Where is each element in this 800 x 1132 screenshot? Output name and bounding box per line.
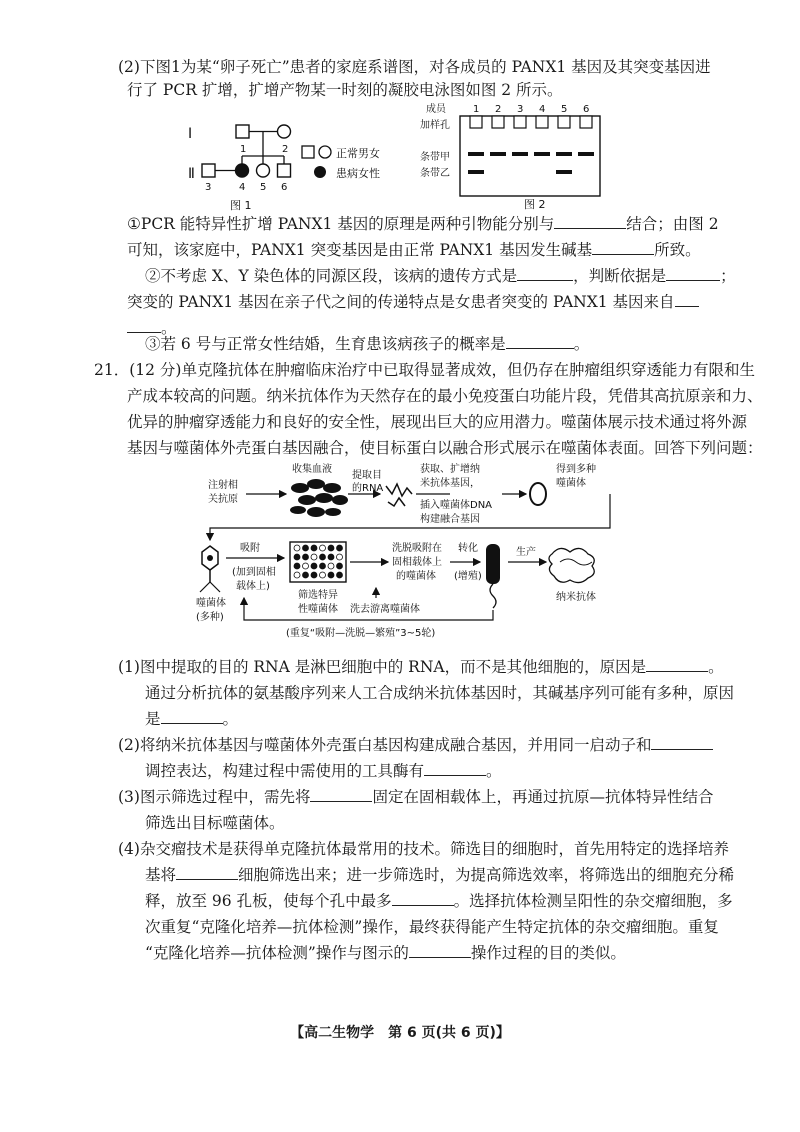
- answer-blank-enzymes[interactable]: [424, 761, 486, 776]
- lane-5-band-a: [556, 152, 572, 156]
- well-3: [514, 116, 526, 128]
- repeat-rounds-label: (重复“吸附—洗脱—繁殖”3~5轮): [286, 628, 436, 639]
- answer-blank-primer-binding[interactable]: [554, 214, 626, 229]
- phage-library-icon: [530, 483, 546, 505]
- q21-intro-line2: 产成本较高的问题。纳米抗体作为天然存在的最小免疫蛋白功能片段，凭借其高抗原亲和力、: [127, 387, 763, 405]
- legend-normal-male-symbol: [302, 146, 314, 158]
- plate-well: [337, 563, 343, 569]
- member-5-female-normal: [257, 164, 270, 177]
- member-2-number: 2: [282, 144, 289, 155]
- plate-well: [294, 572, 300, 578]
- q21-p3-line2: 筛选出目标噬菌体。: [145, 814, 285, 832]
- page-footer: 【高二生物学 第 6 页(共 6 页)】: [290, 1025, 510, 1041]
- answer-blank-base-change[interactable]: [592, 240, 654, 255]
- q20-s1-line1: ①PCR 能特异性扩增 PANX1 基因的原理是两种引物能分别与 结合；由图 2: [127, 215, 719, 233]
- q21-p2-line1: (2)将纳米抗体基因与噬菌体外壳蛋白基因构建成融合基因，并用同一启动子和: [118, 735, 713, 755]
- inject-label-2: 关抗原: [208, 494, 238, 505]
- insert-dna-label-1: 插入噬菌体DNA: [420, 500, 493, 511]
- q21-p4-line2: 基将 细胞筛选出来；进一步筛选时，为提高筛选效率，将筛选出的细胞充分稀: [145, 866, 735, 884]
- answer-blank-inheritance-mode[interactable]: [517, 266, 573, 281]
- plate-well: [320, 554, 326, 560]
- produce-label: 生产: [516, 547, 536, 558]
- plate-well: [311, 545, 317, 551]
- q20-s2-line3: 。: [127, 318, 177, 338]
- q20-s2-line1: ②不考虑 X、Y 染色体的同源区段，该病的遗传方式是 ，判断依据是 ；: [145, 267, 736, 285]
- answer-blank-lymphocyte-reason[interactable]: [646, 657, 708, 672]
- answer-blank-probability[interactable]: [506, 334, 574, 349]
- screen-label-1: 筛选特异: [298, 590, 338, 601]
- insert-dna-label-2: 构建融合基因: [420, 514, 480, 525]
- lane-number-6: 6: [583, 104, 590, 115]
- lane-1-band-b: [468, 170, 484, 174]
- plate-well: [320, 563, 326, 569]
- q21-p4-line1: (4)杂交瘤技术是获得单克隆抗体最常用的技术。筛选目的细胞时，首先用特定的选择培养: [118, 840, 729, 858]
- answer-blank-similar-step[interactable]: [409, 943, 471, 958]
- q21-p1-line2: 通过分析抗体的氨基酸序列来人工合成纳米抗体基因时，其碱基序列可能有多种，原因: [145, 684, 735, 702]
- phage-icon: [200, 546, 220, 592]
- q21-intro-line1: 21．(12 分)单克隆抗体在肿瘤临床治疗中已取得显著成效，但仍存在肿瘤组织穿透能力有限和生: [94, 361, 755, 379]
- well-6: [580, 116, 592, 128]
- adsorb-label: 吸附: [240, 543, 260, 554]
- plate-well: [337, 545, 343, 551]
- member-4-female-patient: [236, 164, 249, 177]
- collect-blood-label: 收集血液: [292, 464, 332, 475]
- q20-intro-line1: (2)下图1为某“卵子死亡”患者的家庭系谱图，对各成员的 PANX1 基因及其突变基因进: [118, 58, 711, 76]
- nanobody-icon: [549, 548, 594, 582]
- plate-well: [303, 545, 309, 551]
- q21-p1-line1: (1)图中提取的目的 RNA 是淋巴细胞中的 RNA，而不是其他细胞的，原因是 。: [118, 658, 724, 676]
- q20-s2-line2: 突变的 PANX1 基因在亲子代之间的传递特点是女患者突变的 PANX1 基因来自: [127, 292, 699, 312]
- phage-label-2: (多种): [196, 612, 224, 623]
- pedigree-figure: [180, 100, 420, 212]
- answer-blank-fixed-item[interactable]: [310, 787, 372, 802]
- well-4: [536, 116, 548, 128]
- lane-number-4: 4: [539, 104, 546, 115]
- lane-1-band-a: [468, 152, 484, 156]
- lane-number-1: 1: [473, 104, 480, 115]
- member-6-male-normal: [278, 164, 291, 177]
- q21-p2-line2: 调控表达，构建过程中需使用的工具酶有 。: [145, 762, 502, 780]
- member-4-number: 4: [239, 182, 246, 193]
- nanobody-label: 纳米抗体: [556, 592, 596, 603]
- member-1-male-normal: [236, 125, 249, 138]
- member-3-number: 3: [205, 182, 212, 193]
- screen-label-2: 性噬菌体: [298, 604, 338, 615]
- plate-well: [303, 572, 309, 578]
- plate-well: [328, 554, 334, 560]
- band-a-label: 条带甲: [420, 152, 450, 163]
- elute-label-1: 洗脱吸附在: [392, 543, 442, 554]
- answer-blank-basis[interactable]: [666, 266, 720, 281]
- q21-intro-line4: 基因与噬菌体外壳蛋白基因融合，使目标蛋白以融合形式展示在噬菌体表面。回答下列问题：: [127, 439, 763, 457]
- plate-well: [294, 554, 300, 560]
- q21-p4-line4: 次重复“克隆化培养—抗体检测”操作，最终获得能产生特定抗体的杂交瘤细胞。重复: [145, 918, 719, 936]
- obtain-gene-label-1: 获取、扩增纳: [420, 464, 480, 475]
- lane-5-band-b: [556, 170, 572, 174]
- plate-well: [294, 545, 300, 551]
- q21-p4-line3: 释，放至 96 孔板，使每个孔中最多 。选择抗体检测呈阳性的杂交瘤细胞，多: [145, 892, 733, 910]
- answer-blank-origin-part1[interactable]: [675, 292, 699, 307]
- answer-blank-cells-per-well[interactable]: [392, 891, 454, 906]
- wash-away-label: 洗去游离噬菌体: [350, 604, 420, 615]
- obtain-gene-label-2: 米抗体基因，: [420, 478, 480, 489]
- q21-intro-line3: 优异的肿瘤穿透能力和良好的安全性，展现出巨大的应用潜力。噬菌体展示技术通过将外源: [127, 413, 748, 431]
- plate-well: [337, 554, 343, 560]
- adsorb-sub-label-2: 载体上): [236, 581, 270, 592]
- legend-normal-label: 正常男女: [336, 147, 380, 160]
- phage-label-1: 噬菌体: [196, 598, 226, 609]
- lane-6-band-a: [578, 152, 594, 156]
- inject-label-1: 注射相: [208, 480, 238, 491]
- q21-p3-line1: (3)图示筛选过程中，需先将 固定在固相载体上，再通过抗原—抗体特异性结合: [118, 788, 714, 806]
- well-row-label: 加样孔: [420, 120, 450, 131]
- extract-rna-label-2: 的RNA: [352, 483, 384, 494]
- legend-patient-label: 患病女性: [336, 167, 380, 180]
- q20-s3-line: ③若 6 号与正常女性结婚，生育患该病孩子的概率是 。: [145, 335, 590, 353]
- plate-well: [303, 563, 309, 569]
- answer-blank-hybridoma[interactable]: [176, 865, 238, 880]
- extract-rna-label-1: 提取目: [352, 470, 382, 481]
- plate-well: [320, 572, 326, 578]
- member-5-number: 5: [260, 182, 267, 193]
- well-2: [492, 116, 504, 128]
- generation-2-label: Ⅱ: [188, 166, 195, 182]
- elute-label-3: 的噬菌体: [396, 571, 436, 582]
- member-row-label: 成员: [426, 104, 446, 115]
- bacterium-icon: [486, 544, 500, 584]
- legend-patient-symbol: [314, 166, 326, 178]
- lane-3-band-a: [512, 152, 528, 156]
- rna-strands: [386, 484, 412, 506]
- legend-normal-female-symbol: [319, 146, 331, 158]
- q20-intro-line2: 行了 PCR 扩增，扩增产物某一时刻的凝胶电泳图如图 2 所示。: [127, 81, 563, 99]
- plate-well: [303, 554, 309, 560]
- lane-number-2: 2: [495, 104, 502, 115]
- lane-2-band-a: [490, 152, 506, 156]
- q20-s1-line2: 可知，该家庭中，PANX1 突变基因是由正常 PANX1 基因发生碱基 所致。: [127, 241, 701, 259]
- plate-well: [311, 572, 317, 578]
- elute-label-2: 固相载体上: [392, 557, 442, 568]
- plate-well: [311, 563, 317, 569]
- plate-well: [328, 563, 334, 569]
- transform-label: 转化: [458, 543, 478, 554]
- q21-p4-line5: “克隆化培养—抗体检测”操作与图示的 操作过程的目的类似。: [145, 944, 626, 962]
- get-phage-label-1: 得到多种: [556, 464, 596, 475]
- generation-1-label: Ⅰ: [188, 126, 193, 142]
- lane-number-3: 3: [517, 104, 524, 115]
- member-2-female-normal: [278, 125, 291, 138]
- member-6-number: 6: [281, 182, 288, 193]
- plate-well: [328, 545, 334, 551]
- member-3-male-normal: [202, 164, 215, 177]
- plate-well: [320, 545, 326, 551]
- proliferate-label: (增殖): [454, 571, 482, 582]
- band-b-label: 条带乙: [420, 168, 450, 179]
- plate-well: [328, 572, 334, 578]
- answer-blank-origin-part2[interactable]: [127, 318, 161, 333]
- well-5: [558, 116, 570, 128]
- figure-2-caption: 图 2: [524, 198, 546, 211]
- figure-1-caption: 图 1: [230, 199, 252, 212]
- blood-cells-cluster: [290, 479, 348, 517]
- electrophoresis-figure: [420, 100, 610, 212]
- phage-display-diagram: [180, 458, 620, 648]
- plate-well: [311, 554, 317, 560]
- adsorb-sub-label-1: (加到固相: [232, 567, 276, 578]
- get-phage-label-2: 噬菌体: [556, 478, 586, 489]
- lane-4-band-a: [534, 152, 550, 156]
- plate-well: [294, 563, 300, 569]
- answer-blank-codon-reason[interactable]: [161, 709, 223, 724]
- q21-p1-line3: 是 。: [145, 710, 239, 728]
- well-1: [470, 116, 482, 128]
- plate-well: [337, 572, 343, 578]
- member-1-number: 1: [240, 144, 247, 155]
- answer-blank-terminator[interactable]: [651, 735, 713, 750]
- lane-number-5: 5: [561, 104, 568, 115]
